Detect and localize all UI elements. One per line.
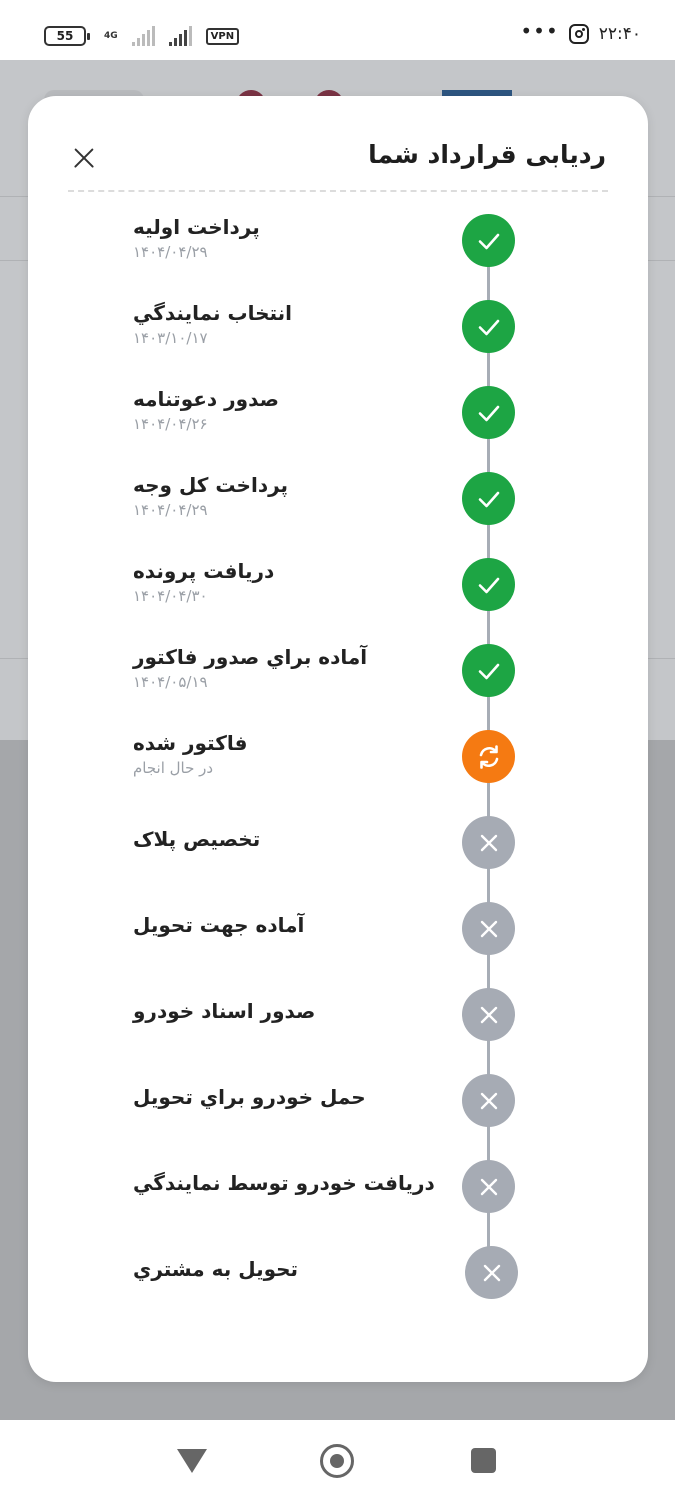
instagram-icon <box>569 24 589 44</box>
modal-header <box>68 136 608 192</box>
step-label: فاکتور شده <box>133 731 248 755</box>
close-icon[interactable] <box>68 142 102 176</box>
timeline-step <box>28 644 648 730</box>
step-text <box>133 642 453 692</box>
timeline-step <box>28 730 648 816</box>
timeline-step <box>28 558 648 644</box>
step-label: آماده براي صدور فاکتور <box>133 645 368 669</box>
recent-apps-icon[interactable] <box>471 1448 496 1473</box>
step-text <box>133 556 453 606</box>
modal-title: ردیابی قرارداد شما <box>368 140 606 169</box>
check-icon <box>462 214 515 267</box>
check-icon <box>462 644 515 697</box>
step-text <box>133 470 453 520</box>
timeline-step <box>28 1074 648 1160</box>
timeline-step <box>28 386 648 472</box>
status-bar-left <box>44 26 239 46</box>
step-text <box>133 298 453 348</box>
close-icon <box>462 1160 515 1213</box>
timeline-step <box>28 300 648 386</box>
check-icon <box>462 300 515 353</box>
timeline-step <box>28 902 648 988</box>
step-label: دریافت پرونده <box>133 559 275 583</box>
step-label: پرداخت کل وجه <box>133 473 289 497</box>
more-notifications-icon: ••• <box>520 19 559 43</box>
network-type: 4G <box>104 30 118 41</box>
step-label: آماده جهت تحویل <box>133 913 305 937</box>
contract-tracking-modal <box>28 96 648 1382</box>
step-text <box>133 728 453 778</box>
step-label: صدور اسناد خودرو <box>133 999 316 1023</box>
status-bar-right <box>520 19 641 44</box>
timeline-step <box>28 214 648 300</box>
check-icon <box>462 386 515 439</box>
navigation-bar <box>0 1420 675 1500</box>
step-label: تحویل به مشتري <box>133 1257 299 1281</box>
close-icon <box>462 816 515 869</box>
refresh-icon <box>462 730 515 783</box>
timeline-step <box>28 1246 648 1332</box>
step-date: ۱۴۰۴/۰۴/۲۹ <box>133 243 208 261</box>
battery-icon: 55 <box>44 26 86 46</box>
step-label: صدور دعوتنامه <box>133 387 279 411</box>
signal-icon <box>132 26 155 46</box>
close-icon <box>462 902 515 955</box>
signal-icon-2 <box>169 26 192 46</box>
step-label: انتخاب نمایندگي <box>133 301 293 325</box>
close-icon <box>462 1074 515 1127</box>
timeline-step <box>28 988 648 1074</box>
step-text <box>133 1168 453 1198</box>
step-text <box>133 212 453 262</box>
step-label: دریافت خودرو توسط نمایندگي <box>133 1171 435 1195</box>
step-label: پرداخت اولیه <box>133 215 260 239</box>
step-label: حمل خودرو براي تحویل <box>133 1085 366 1109</box>
check-icon <box>462 472 515 525</box>
timeline-step <box>28 816 648 902</box>
status-bar <box>0 0 675 60</box>
step-date: ۱۴۰۴/۰۴/۲۹ <box>133 501 208 519</box>
step-date: ۱۴۰۳/۱۰/۱۷ <box>133 329 208 347</box>
step-text <box>133 384 453 434</box>
step-status: در حال انجام <box>133 759 214 777</box>
step-text <box>133 1082 453 1112</box>
close-icon <box>462 988 515 1041</box>
step-text <box>133 1254 453 1284</box>
close-icon <box>465 1246 518 1299</box>
check-icon <box>462 558 515 611</box>
step-text <box>133 824 453 854</box>
step-date: ۱۴۰۴/۰۵/۱۹ <box>133 673 208 691</box>
vpn-badge: VPN <box>206 28 239 45</box>
step-date: ۱۴۰۴/۰۴/۳۰ <box>133 587 208 605</box>
step-label: تخصیص پلاک <box>133 827 261 851</box>
back-icon[interactable] <box>177 1449 207 1473</box>
step-text <box>133 910 453 940</box>
clock: ۲۲:۴۰ <box>598 24 641 44</box>
step-date: ۱۴۰۴/۰۴/۲۶ <box>133 415 208 433</box>
timeline-step <box>28 1160 648 1246</box>
timeline-step <box>28 472 648 558</box>
step-text <box>133 996 453 1026</box>
network-indicator <box>104 32 118 41</box>
home-icon[interactable] <box>320 1444 354 1478</box>
